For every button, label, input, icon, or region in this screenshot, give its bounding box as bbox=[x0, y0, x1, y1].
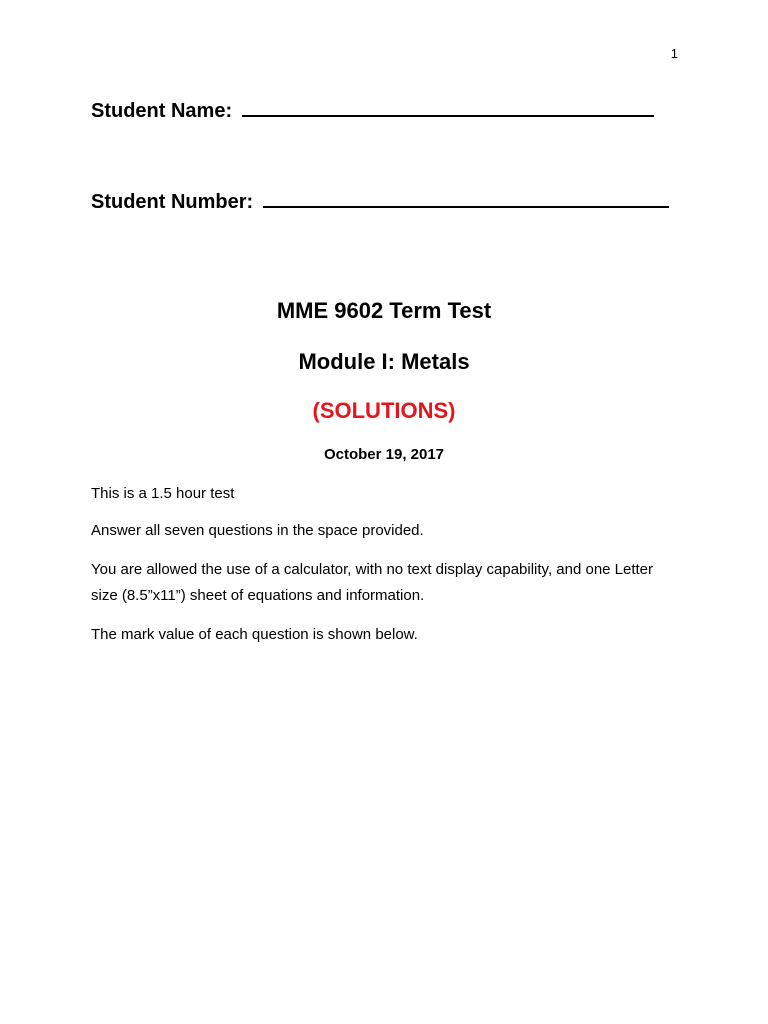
student-number-label: Student Number: bbox=[91, 191, 254, 213]
instruction-answer-all: Answer all seven questions in the space provided. bbox=[91, 522, 424, 539]
page-number: 1 bbox=[670, 46, 678, 61]
student-number-blank-line[interactable] bbox=[263, 188, 669, 208]
student-name-label: Student Name: bbox=[91, 100, 233, 122]
student-name-field bbox=[91, 97, 654, 123]
student-name-blank-line[interactable] bbox=[242, 97, 654, 117]
instruction-mark-value: The mark value of each question is shown below. bbox=[91, 626, 418, 643]
solutions-label: (SOLUTIONS) bbox=[312, 398, 456, 423]
test-date: October 19, 2017 bbox=[323, 446, 445, 463]
test-title: MME 9602 Term Test bbox=[276, 298, 492, 323]
instruction-duration: This is a 1.5 hour test bbox=[91, 485, 235, 502]
module-title: Module I: Metals bbox=[298, 349, 470, 374]
instruction-calculator: You are allowed the use of a calculator, with no text display capability, and one Letter size (8.5”x11”) sheet of equations and information. bbox=[91, 561, 654, 604]
student-number-field bbox=[91, 188, 669, 214]
